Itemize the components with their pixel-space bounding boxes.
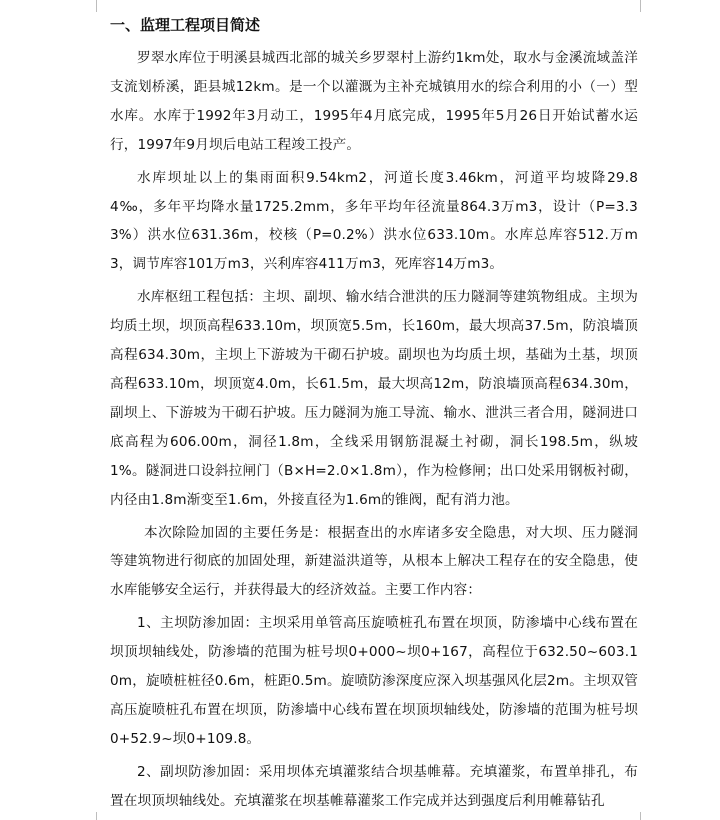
page-margin-mark [96,0,97,12]
document-body [110,10,638,816]
page-margin-mark [96,812,97,820]
paragraph-reservoir-location: 罗翠水库位于明溪县城西北部的城关乡罗翠村上游约1km处，取水与金溪流域盖洋支流划桥溪，距县城12km。是一个以灌溉为主补充城镇用水的综合利用的小（一）型水库。水库于1992年3月动工，1995年4月底完成，1995年5月26日开始试蓄水运行，1997年9月坝后电站工程竣工投产。 [110,50,638,153]
paragraph-main-dam-seepage: 1、主坝防渗加固：主坝采用单管高压旋喷桩孔布置在坝顶，防渗墙中心线布置在坝顶坝轴线处，防渗墙的范围为桩号坝0+000~坝0+167，高程位于632.50~603.10m，旋喷桩桩径0.6m，桩距0.5m。旋喷防渗深度应深入坝基强风化层2m。主坝双管高压旋喷桩孔布置在坝顶，防渗墙中心线布置在坝顶坝轴线处，防渗墙的范围为桩号坝0+52.9~坝0+109.8。 [110,615,638,747]
paragraph-hydrology: 水库坝址以上的集雨面积9.54km2，河道长度3.46km，河道平均坡降29.84‰，多年平均降水量1725.2mm，多年平均年径流量864.3万m3，设计（P=3.33%）洪水位631.36m，校核（P=0.2%）洪水位633.10m。水库总库容512.万m3，调节库容101万m3，兴利库容411万m3，死库容14万m3。 [110,169,638,273]
paragraph-auxiliary-dam-seepage: 2、副坝防渗加固：采用坝体充填灌浆结合坝基帷幕。充填灌浆，布置单排孔，布置在坝顶坝轴线处。充填灌浆在坝基帷幕灌浆工作完成并达到强度后利用帷幕钻孔 [110,763,638,809]
paragraph-reinforcement-tasks: 本次除险加固的主要任务是：根据查出的水库诸多安全隐患，对大坝、压力隧洞等建筑物进行彻底的加固处理，新建溢洪道等，从根本上解决工程存在的安全隐患，使水库能够安全运行，并获得最大的经济效益。主要工作内容： [110,524,638,599]
page-margin-mark [640,812,641,820]
paragraph-hub-works: 水库枢纽工程包括：主坝、副坝、输水结合泄洪的压力隧洞等建筑物组成。主坝为均质土坝，坝顶高程633.10m，坝顶宽5.5m，长160m，最大坝高37.5m，防浪墙顶高程634.30m，主坝上下游坡为干砌石护坡。副坝也为均质土坝，基础为土基，坝顶高程633.10m，坝顶宽4.0m，长61.5m，最大坝高12m，防浪墙顶高程634.30m，副坝上、下游坡为干砌石护坡。压力隧洞为施工导流、输水、泄洪三者合用，隧洞进口底高程为606.00m，洞径1.8m，全线采用钢筋混凝土衬砌，洞长198.5m，纵坡1%。隧洞进口设斜拉闸门（B×H=2.0×1.8m），作为检修闸；出口处采用钢板衬砌，内径由1.8m渐变至1.6m，外接直径为1.6m的锥阀，配有消力池。 [110,289,638,508]
section-heading: 一、监理工程项目简述 [110,16,261,34]
page-margin-mark [640,0,641,12]
